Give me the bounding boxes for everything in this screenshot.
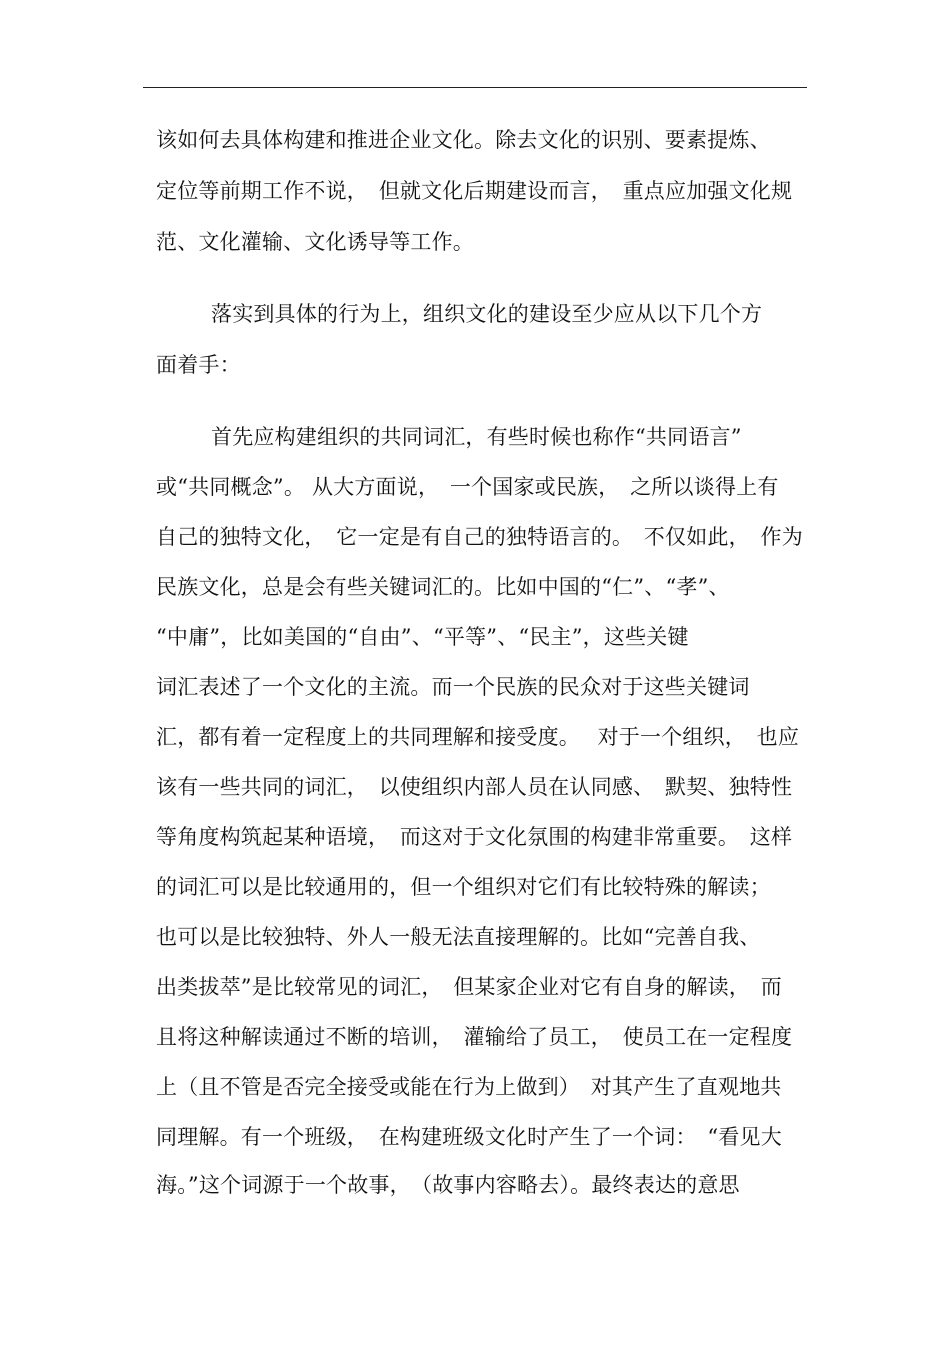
text-line: 定位等前期工作不说， 但就文化后期建设而言， 重点应加强文化规 [156, 179, 793, 203]
text-line: 自己的独特文化， 它一定是有自己的独特语言的。 不仅如此， 作为 [156, 525, 803, 549]
text-line: 该有一些共同的词汇， 以使组织内部人员在认同感、 默契、独特性 [156, 775, 793, 799]
text-line: 海。”这个词源于一个故事， （故事内容略去）。最终表达的意思 [156, 1173, 740, 1197]
header-rule [143, 87, 807, 88]
text-line: 的词汇可以是比较通用的，但一个组织对它们有比较特殊的解读； [156, 875, 771, 899]
text-line: 汇，都有着一定程度上的共同理解和接受度。 对于一个组织， 也应 [156, 725, 800, 749]
text-line: 范、文化灌输、文化诱导等工作。 [156, 230, 474, 254]
text-line: 也可以是比较独特、外人一般无法直接理解的。比如“完善自我、 [156, 925, 761, 949]
text-line: 面着手： [156, 353, 241, 377]
text-line: 等角度构筑起某种语境， 而这对于文化氛围的构建非常重要。 这样 [156, 825, 793, 849]
text-line: “中庸”，比如美国的“自由”、“平等”、“民主”，这些关键 [156, 625, 689, 649]
text-line: 首先应构建组织的共同词汇，有些时候也称作“共同语言” [211, 425, 742, 449]
text-line: 词汇表述了一个文化的主流。而一个民族的民众对于这些关键词 [156, 675, 750, 699]
text-line: 且将这种解读通过不断的培训， 灌输给了员工， 使员工在一定程度 [156, 1025, 793, 1049]
text-line: 出类拔萃”是比较常见的词汇， 但某家企业对它有自身的解读， 而 [156, 975, 782, 999]
text-line: 上（且不管是否完全接受或能在行为上做到） 对其产生了直观地共 [156, 1075, 782, 1099]
text-line: 民族文化，总是会有些关键词汇的。比如中国的“仁”、“孝”、 [156, 575, 730, 599]
text-line: 或“共同概念”。 从大方面说， 一个国家或民族， 之所以谈得上有 [156, 475, 779, 499]
text-line: 落实到具体的行为上，组织文化的建设至少应从以下几个方 [211, 302, 763, 326]
text-line: 该如何去具体构建和推进企业文化。除去文化的识别、要素提炼、 [156, 128, 771, 152]
text-line: 同理解。有一个班级， 在构建班级文化时产生了一个词： “看见大 [156, 1125, 782, 1149]
